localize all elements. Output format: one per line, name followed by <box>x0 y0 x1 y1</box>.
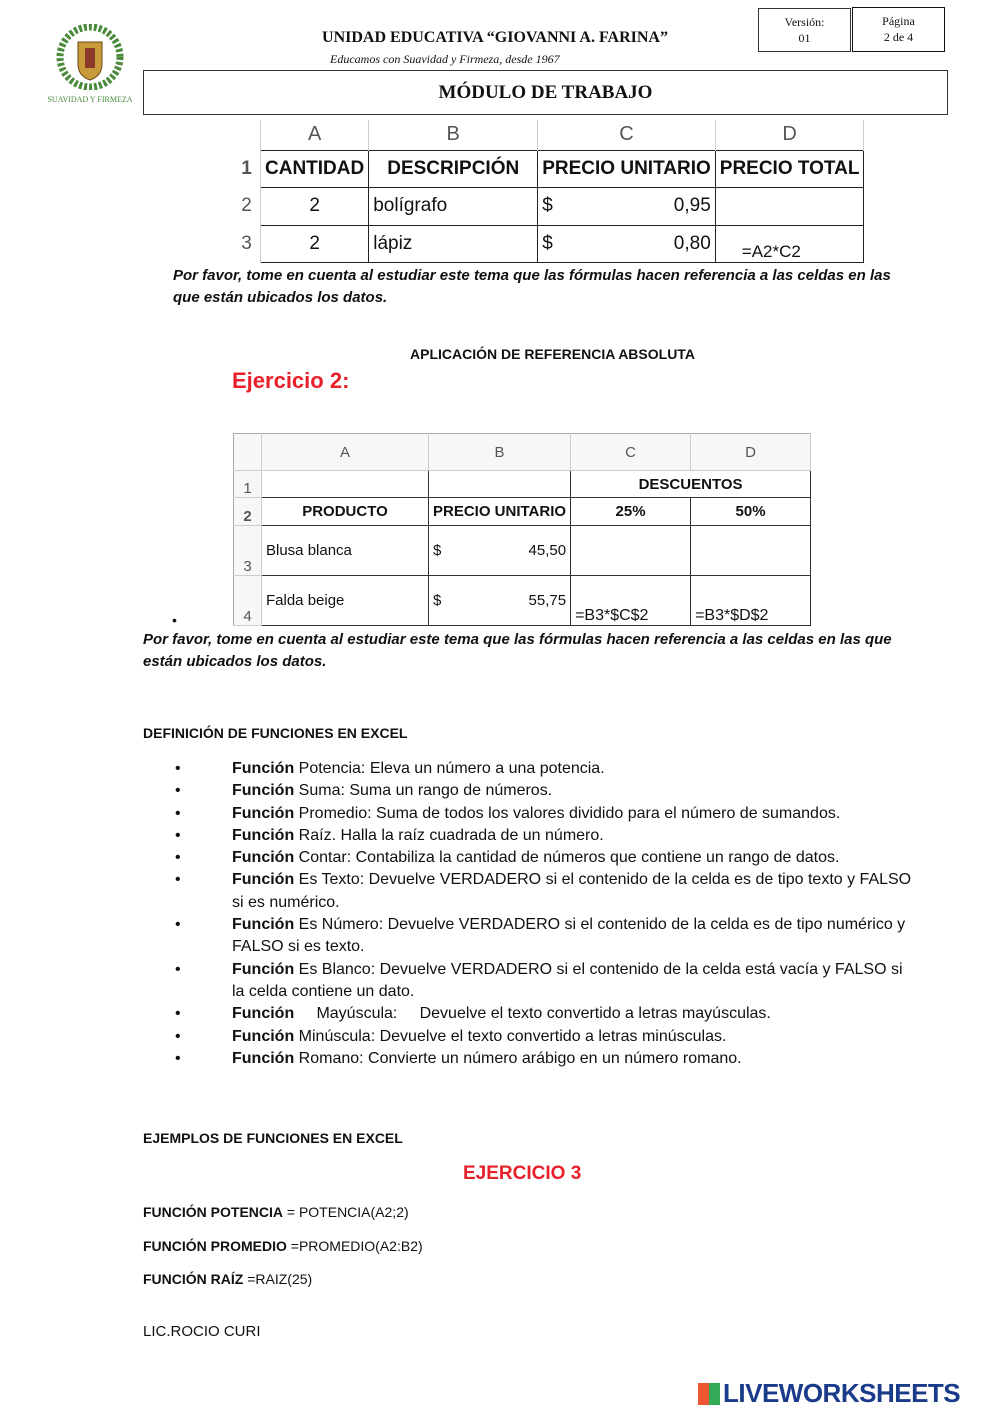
list-item: • Función Contar: Contabiliza la cantidad de números que contiene un rango de datos. <box>175 847 915 869</box>
cell <box>571 526 691 576</box>
cell: 2 <box>261 187 369 225</box>
cell: Falda beige <box>262 576 429 626</box>
row-header: 4 <box>234 576 262 626</box>
liveworksheets-logo <box>698 1378 960 1409</box>
row-header: 2 <box>233 187 261 225</box>
cell: bolígrafo <box>369 187 538 225</box>
col-header: C <box>571 434 691 471</box>
cell: PRECIO UNITARIO <box>538 150 716 187</box>
cell: 25% <box>571 498 691 526</box>
page-box <box>852 7 945 52</box>
page-number: 2 de 4 <box>883 30 914 44</box>
watermark-text: LIVEWORKSHEETS <box>723 1378 961 1408</box>
example-potencia: FUNCIÓN POTENCIA = POTENCIA(A2;2) <box>143 1204 409 1220</box>
definitions-title: DEFINICIÓN DE FUNCIONES EN EXCEL <box>143 725 408 741</box>
currency: $ <box>542 195 553 216</box>
logo-motto: SUAVIDAD Y FIRMEZA <box>47 95 133 104</box>
col-header: B <box>369 120 538 150</box>
list-item: • Función Es Texto: Devuelve VERDADERO si el contenido de la celda es de tipo texto y FALSO si es numérico. <box>175 869 915 914</box>
row-header: 1 <box>233 150 261 187</box>
examples-title: EJEMPLOS DE FUNCIONES EN EXCEL <box>143 1130 403 1146</box>
lw-icon <box>698 1383 720 1405</box>
version-label: Versión: <box>784 15 825 29</box>
col-header: D <box>715 120 864 150</box>
formula-cell: =A2*C2 <box>715 225 864 262</box>
cell <box>715 187 864 225</box>
cell <box>429 526 571 576</box>
list-item: • Función Potencia: Eleva un número a una potencia. <box>175 758 915 780</box>
col-header: A <box>261 120 369 150</box>
cell: DESCRIPCIÓN <box>369 150 538 187</box>
list-item: • Función Es Blanco: Devuelve VERDADERO si el contenido de la celda está vacía y FALSO si la celda contiene un dato. <box>175 959 915 1004</box>
col-header: C <box>538 120 716 150</box>
list-item: • Función Raíz. Halla la raíz cuadrada de un número. <box>175 825 915 847</box>
example-promedio: FUNCIÓN PROMEDIO =PROMEDIO(A2:B2) <box>143 1238 423 1254</box>
col-header: A <box>262 434 429 471</box>
cell <box>429 576 571 626</box>
cell <box>262 471 429 498</box>
formula-cell: =B3*$D$2 <box>691 576 811 626</box>
section-title-absolute-reference: APLICACIÓN DE REFERENCIA ABSOLUTA <box>410 346 695 362</box>
list-item: • Función Suma: Suma un rango de números. <box>175 780 915 802</box>
cell <box>538 187 716 225</box>
version-value: 01 <box>798 31 811 45</box>
school-logo <box>47 24 133 104</box>
cell: CANTIDAD <box>261 150 369 187</box>
school-name: UNIDAD EDUCATIVA “GIOVANNI A. FARINA” <box>322 29 668 46</box>
module-title: MÓDULO DE TRABAJO <box>438 82 653 103</box>
exercise-3-title: EJERCICIO 3 <box>463 1163 582 1184</box>
row-header: 2 <box>234 498 262 526</box>
merged-cell: DESCUENTOS <box>571 471 811 498</box>
amount: 0,80 <box>673 232 711 254</box>
list-item: • Función Es Número: Devuelve VERDADERO si el contenido de la celda es de tipo numérico y FALSO si es texto. <box>175 914 915 959</box>
cell <box>538 225 716 262</box>
author: LIC.ROCIO CURI <box>143 1323 261 1340</box>
cell: Blusa blanca <box>262 526 429 576</box>
formula-cell: =B3*$C$2 <box>571 576 691 626</box>
col-header: B <box>429 434 571 471</box>
cell: lápiz <box>369 225 538 262</box>
amount: 45,50 <box>528 542 567 559</box>
amount: 0,95 <box>673 195 711 216</box>
list-item: • Función Mayúscula: Devuelve el texto convertido a letras mayúsculas. <box>175 1003 915 1025</box>
bullet-icon: • <box>172 612 177 628</box>
cell: PRECIO TOTAL <box>715 150 864 187</box>
cell: PRECIO UNITARIO <box>429 498 571 526</box>
col-header: D <box>691 434 811 471</box>
version-box <box>758 8 851 52</box>
spreadsheet-table-1 <box>233 120 864 263</box>
amount: 55,75 <box>528 592 567 609</box>
list-item: • Función Promedio: Suma de todos los valores dividido para el número de sumandos. <box>175 803 915 825</box>
school-slogan: Educamos con Suavidad y Firmeza, desde 1967 <box>330 52 560 66</box>
currency: $ <box>433 542 442 559</box>
exercise-2-title: Ejercicio 2: <box>232 368 350 393</box>
page-label: Página <box>882 14 915 28</box>
cell: PRODUCTO <box>262 498 429 526</box>
list-item: • Función Romano: Convierte un número arábigo en un número romano. <box>175 1048 915 1070</box>
example-raiz: FUNCIÓN RAÍZ =RAIZ(25) <box>143 1271 313 1287</box>
currency: $ <box>433 592 442 609</box>
row-header: 1 <box>234 471 262 498</box>
module-title-box <box>143 70 948 115</box>
functions-list <box>175 758 915 1070</box>
spreadsheet-table-2 <box>233 433 811 626</box>
cell <box>429 471 571 498</box>
currency: $ <box>542 232 553 254</box>
note-1: Por favor, tome en cuenta al estudiar este tema que las fórmulas hacen referencia a las celdas en las que están ubicados los datos. <box>173 267 891 306</box>
row-header: 3 <box>233 225 261 262</box>
list-item: • Función Minúscula: Devuelve el texto convertido a letras minúsculas. <box>175 1026 915 1048</box>
cell: 2 <box>261 225 369 262</box>
cell <box>691 526 811 576</box>
note-2: Por favor, tome en cuenta al estudiar este tema que las fórmulas hacen referencia a las celdas en las que están ubicados los datos. <box>143 631 892 670</box>
cell: 50% <box>691 498 811 526</box>
row-header: 3 <box>234 526 262 576</box>
